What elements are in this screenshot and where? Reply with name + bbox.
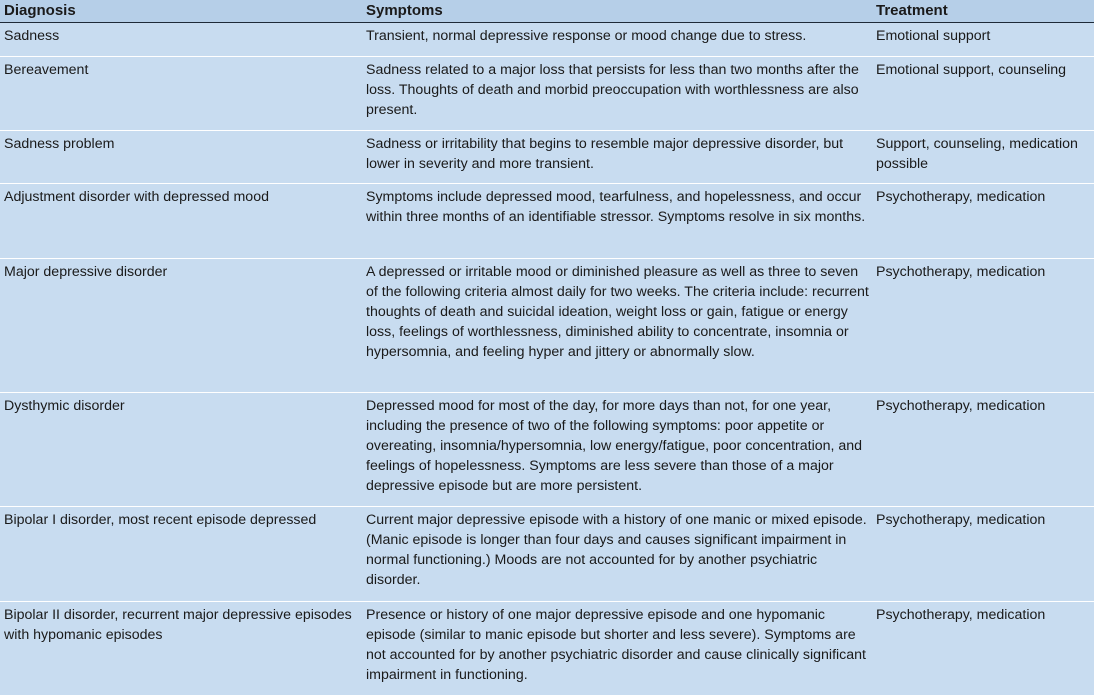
table-row (0, 57, 1094, 131)
symptoms-cell: Transient, normal depressive response or mood change due to stress. (363, 23, 873, 57)
symptoms-cell: Depressed mood for most of the day, for more days than not, for one year, including the presence of two of the following symptoms: poor appetite or overeating, insomnia/hypersomnia, low energy/fatigue, poor concentration, and feelings of hopelessness. Symptoms are less severe than those of a major depressive episode but are more persistent. (363, 393, 873, 507)
diagnosis-cell: Bipolar I disorder, most recent episode depressed (0, 507, 363, 602)
treatment-cell: Psychotherapy, medication (873, 507, 1094, 602)
treatment-cell: Emotional support, counseling (873, 57, 1094, 131)
table-row (0, 602, 1094, 694)
symptoms-cell: Presence or history of one major depressive episode and one hypomanic episode (similar to manic episode but shorter and less severe). Symptoms are not accounted for by another psychiatric disorder and cause clinically significant impairment in functioning. (366, 607, 866, 683)
table-row (0, 393, 1094, 507)
header-row (0, 0, 1094, 23)
diagnosis-cell: Bereavement (0, 57, 363, 131)
diagnosis-cell: Bipolar II disorder, recurrent major depressive episodes with hypomanic episodes (4, 607, 352, 643)
treatment-cell: Emotional support (873, 23, 1094, 57)
treatment-cell: Psychotherapy, medication (873, 259, 1094, 393)
table-row (0, 23, 1094, 57)
symptoms-cell: Sadness related to a major loss that persists for less than two months after the loss. Thoughts of death and morbid preoccupation with worthlessness are also present. (363, 57, 873, 131)
header-treatment: Treatment (873, 0, 1094, 23)
treatment-cell: Psychotherapy, medication (876, 607, 1046, 623)
symptoms-cell: Symptoms include depressed mood, tearfulness, and hopelessness, and occur within three months of an identifiable stressor. Symptoms resolve in six months. (363, 184, 873, 259)
treatment-cell: Support, counseling, medication possible (873, 131, 1094, 184)
symptoms-cell: A depressed or irritable mood or diminished pleasure as well as three to seven of the following criteria almost daily for two weeks. The criteria include: recurrent thoughts of death and suicidal ideation, weight loss or gain, fatigue or energy loss, feelings of worthlessness, diminished ability to concentrate, insomnia or hypersomnia, and feeling hyper and jittery or abnormally slow. (363, 259, 873, 393)
symptoms-cell: Current major depressive episode with a history of one manic or mixed episode. (Manic episode is longer than four days and causes significant impairment in normal functioning.) Moods are not accounted for by another psychiatric disorder. (363, 507, 873, 602)
table-row (0, 259, 1094, 393)
diagnosis-cell: Major depressive disorder (0, 259, 363, 393)
diagnosis-cell: Dysthymic disorder (0, 393, 363, 507)
table-row (0, 507, 1094, 602)
symptoms-cell: Sadness or irritability that begins to resemble major depressive disorder, but lower in severity and more transient. (363, 131, 873, 184)
table-row (0, 131, 1094, 184)
diagnosis-cell: Sadness problem (0, 131, 363, 184)
treatment-cell: Psychotherapy, medication (873, 393, 1094, 507)
diagnosis-cell: Sadness (0, 23, 363, 57)
header-diagnosis: Diagnosis (0, 0, 363, 23)
table-row (0, 184, 1094, 259)
treatment-cell: Psychotherapy, medication (873, 184, 1094, 259)
header-symptoms: Symptoms (363, 0, 873, 23)
diagnosis-cell: Adjustment disorder with depressed mood (0, 184, 363, 259)
